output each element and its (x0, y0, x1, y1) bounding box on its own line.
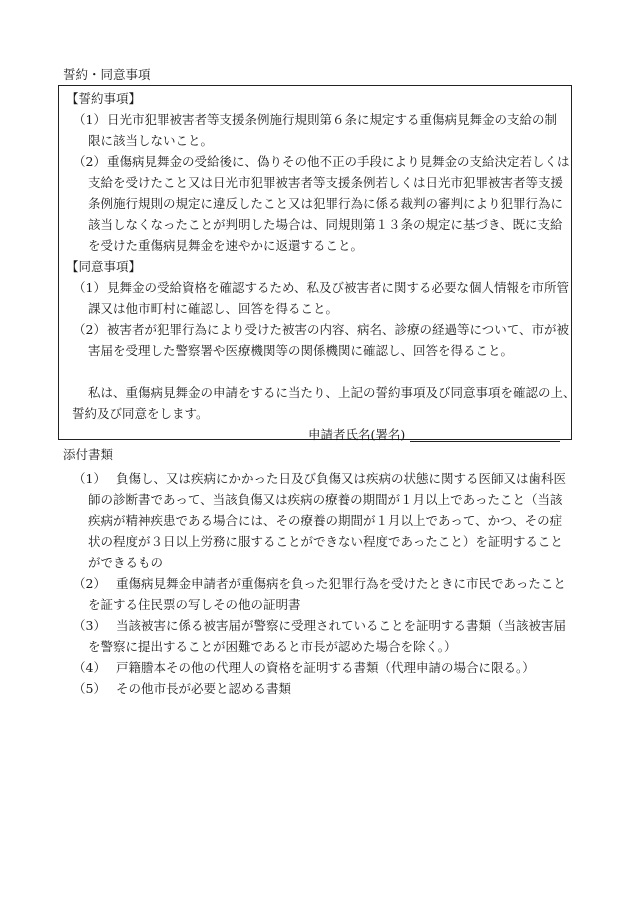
attachment-2-number: （2） (73, 576, 106, 591)
oath-item-2-line-4: 該当しなくなったことが判明した場合は、同規則第１３条の規定に基づき、既に支給 (88, 217, 563, 232)
attachment-3-number: （3） (73, 618, 106, 633)
consent-item-1-line-2: 課又は他市町村に確認し、回答を得ること。 (88, 301, 339, 316)
oath-item-2-number: （2） (73, 154, 106, 169)
signature-label: 申請者氏名(署名) (308, 427, 406, 442)
attachment-3-line-1: 当該被害に係る被害届が警察に受理されていることを証明する書類（当該被害届 (116, 618, 567, 633)
oath-section-title: 誓約・同意事項 (63, 67, 151, 82)
oath-item-2-line-5: を受けた重傷病見舞金を速やかに返還すること。 (88, 238, 364, 253)
oath-item-1-line-1: 日光市犯罪被害者等支援条例施行規則第６条に規定する重傷病見舞金の支給の制 (107, 112, 558, 127)
attachment-1-line-5: ができるもの (88, 555, 164, 570)
attachment-1-number: （1） (73, 471, 106, 486)
attachment-1-line-2: 師の診断書であって、当該負傷又は疾病の療養の期間が１月以上であったこと（当該 (88, 492, 563, 507)
attachment-1-line-1: 負傷し、又は疾病にかかった日及び負傷又は疾病の状態に関する医師又は歯科医 (116, 471, 567, 486)
consent-item-2-line-2: 害届を受理した警察署や医療機関等の関係機関に確認し、回答を得ること。 (88, 343, 514, 358)
consent-heading: 【同意事項】 (66, 259, 142, 274)
oath-item-2-line-2: 支給を受けたこと又は日光市犯罪被害者等支援条例若しくは日光市犯罪被害者等支援 (88, 175, 564, 190)
declaration-line-2: 誓約及び同意をします。 (72, 406, 209, 421)
consent-item-1-number: （1） (73, 280, 106, 295)
oath-item-2-line-3: 条例施行規則の規定に違反したこと又は犯罪行為に係る裁判の審判により犯罪行為に (88, 196, 564, 211)
attachment-5-number: （5） (73, 681, 106, 696)
oath-item-1-line-2: 限に該当しないこと。 (88, 133, 214, 148)
attachment-2-line-1: 重傷病見舞金申請者が重傷病を負った犯罪行為を受けたときに市民であったこと (116, 576, 566, 591)
oath-item-1-number: （1） (73, 112, 106, 127)
attachment-5-line-1: その他市長が必要と認める書類 (116, 681, 292, 696)
consent-item-1-line-1: 見舞金の受給資格を確認するため、私及び被害者に関する必要な個人情報を市所管 (107, 280, 570, 295)
attachment-4-line-1: 戸籍謄本その他の代理人の資格を証明する書類（代理申請の場合に限る。） (116, 660, 535, 675)
attachment-3-line-2: を警察に提出することが困難であると市長が認めた場合を除く。） (88, 639, 457, 654)
attachment-4-number: （4） (73, 660, 106, 675)
attachment-1-line-4: 状の程度が３日以上労務に服することができない程度であったこと）を証明すること (88, 534, 563, 549)
consent-item-2-line-1: 被害者が犯罪行為により受けた被害の内容、病名、診療の経過等について、市が被 (107, 322, 570, 337)
oath-heading: 【誓約事項】 (66, 91, 142, 106)
attachment-1-line-3: 疾病が精神疾患である場合には、その療養の期間が１月以上であって、かつ、その症 (88, 513, 563, 528)
consent-item-2-number: （2） (73, 322, 106, 337)
signature-line (410, 441, 560, 442)
declaration-line-1: 私は、重傷病見舞金の申請をするに当たり、上記の誓約事項及び同意事項を確認の上、 (88, 385, 576, 400)
attachment-2-line-2: を証する住民票の写しその他の証明書 (88, 597, 301, 612)
oath-item-2-line-1: 重傷病見舞金の受給後に、偽りその他不正の手段により見舞金の支給決定若しくは (107, 154, 570, 169)
attachments-title: 添付書類 (63, 447, 114, 462)
